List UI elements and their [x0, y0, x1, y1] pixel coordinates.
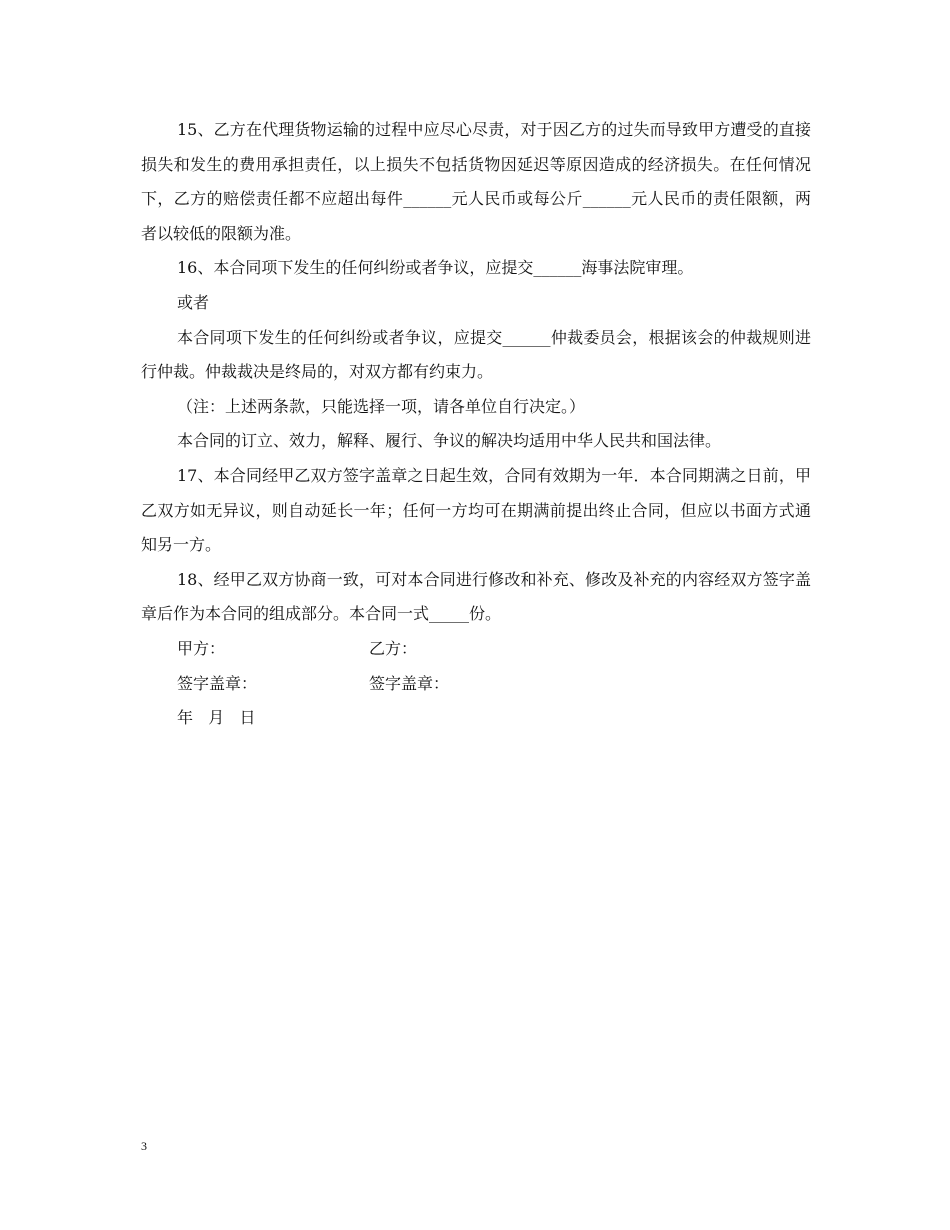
clause-16: 16、本合同项下发生的任何纠纷或者争议，应提交______海事法院审理。	[177, 258, 694, 278]
clause-16-or: 或者	[177, 292, 210, 312]
clause-17: 17、本合同经甲乙双方签字盖章之日起生效，合同有效期为一年．本合同期满之日前，甲乙双方如无异议，则自动延长一年；任何一方均可在期满前提出终止合同，但应以书面方式通知另一方。	[141, 465, 811, 555]
date-line: 年 月 日	[177, 708, 256, 728]
signature-block	[141, 632, 811, 701]
party-row	[177, 632, 811, 667]
sign-seal-b: 签字盖章：	[369, 673, 450, 693]
clause-18: 18、经甲乙双方协商一致，可对本合同进行修改和补充、修改及补充的内容经双方签字盖章后作为本合同的组成部分。本合同一式_____份。	[141, 569, 811, 624]
clause-15: 15、乙方在代理货物运输的过程中应尽心尽责，对于因乙方的过失而导致甲方遭受的直接损失和发生的费用承担责任，以上损失不包括货物因延迟等原因造成的经济损失。在任何情况下，乙方的赔偿责任都不应超出每件______元人民币或每公斤______元人民币的责任限额，两者以较低的限额为准。	[141, 120, 811, 243]
party-a-label: 甲方：	[177, 638, 226, 658]
sign-seal-a: 签字盖章：	[177, 673, 258, 693]
clause-16-arbitration: 本合同项下发生的任何纠纷或者争议，应提交______仲裁委员会，根据该会的仲裁规则进行仲裁。仲裁裁决是终局的，对双方都有约束力。	[141, 327, 811, 382]
party-b-label: 乙方：	[369, 638, 418, 658]
clause-16-note: （注：上述两条款，只能选择一项，请各单位自行决定。）	[177, 396, 586, 416]
contract-body	[141, 113, 811, 736]
page-number: 3	[141, 1139, 147, 1153]
governing-law: 本合同的订立、效力，解释、履行、争议的解决均适用中华人民共和国法律。	[177, 431, 722, 451]
seal-row	[177, 667, 811, 702]
